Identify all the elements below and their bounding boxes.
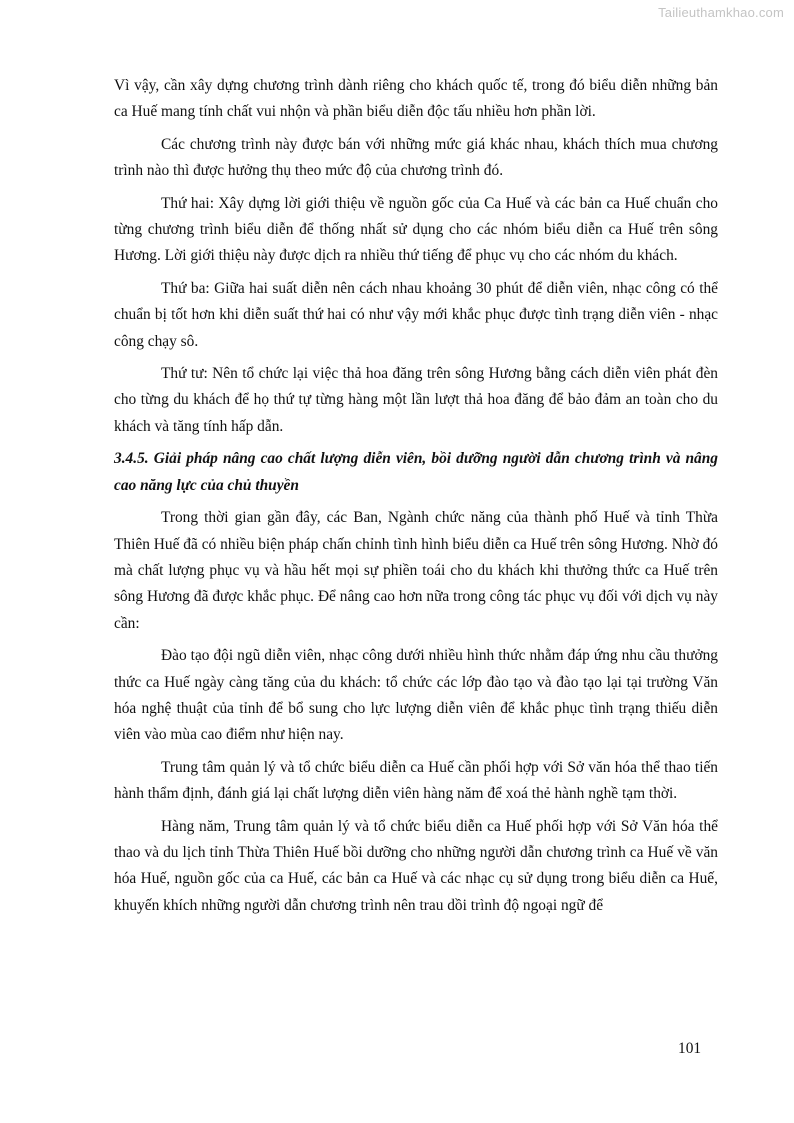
- paragraph-annual-training: Hàng năm, Trung tâm quản lý và tổ chức biểu diễn ca Huế phối hợp với Sở Văn hóa thể thao và du lịch tỉnh Thừa Thiên Huế bồi dưỡng cho những người dẫn chương trình ca Huế về văn hóa Huế, nguồn gốc của ca Huế, các bản ca Huế và các nhạc cụ sử dụng trong biểu diễn ca Huế, khuyến khích những người dẫn chương trình nên trau dồi trình độ ngoại ngữ để: [114, 817, 718, 914]
- paragraph-evaluation: Trung tâm quản lý và tổ chức biểu diễn ca Huế cần phối hợp với Sở văn hóa thể thao tiến hành thẩm định, đánh giá lại chất lượng diễn viên hàng năm để xoá thẻ hành nghề tạm thời.: [114, 758, 718, 803]
- paragraph-fourth-point: Thứ tư: Nên tổ chức lại việc thả hoa đăng trên sông Hương bằng cách diễn viên phát đèn cho từng du khách để họ thứ tự từng hàng một lần lượt thả hoa đăng để bảo đảm an toàn cho du khách và tăng tính hấp dẫn.: [114, 365, 718, 435]
- paragraph-training: Đào tạo đội ngũ diễn viên, nhạc công dưới nhiều hình thức nhằm đáp ứng nhu cầu thưởng thức ca Huế ngày càng tăng của du khách: tổ chức các lớp đào tạo và đào tạo lại tại trường Văn hóa nghệ thuật của tỉnh để bổ sung cho lực lượng diễn viên để khắc phục tình trạng thiếu diễn viên vào mùa cao điểm như hiện nay.: [114, 647, 718, 744]
- paragraph-pricing: Các chương trình này được bán với những mức giá khác nhau, khách thích mua chương trình nào thì được hưởng thụ theo mức độ của chương trình đó.: [114, 135, 718, 180]
- paragraph-intro: Vì vậy, cần xây dựng chương trình dành riêng cho khách quốc tế, trong đó biểu diễn những bản ca Huế mang tính chất vui nhộn và phần biểu diễn độc tấu nhiều hơn phần lời.: [114, 77, 718, 121]
- watermark: Tailieuthamkhao.com: [658, 5, 784, 20]
- section-heading: 3.4.5. Giải pháp nâng cao chất lượng diễn viên, bồi dưỡng người dẫn chương trình và nâng cao năng lực của chủ thuyền: [114, 450, 718, 494]
- paragraph-third-point: Thứ ba: Giữa hai suất diễn nên cách nhau khoảng 30 phút để diễn viên, nhạc công có thể chuẩn bị tốt hơn khi diễn suất thứ hai có như vậy mới khắc phục được tình trạng diễn viên - nhạc công chạy sô.: [114, 279, 718, 350]
- page-number: 101: [678, 1040, 702, 1057]
- paragraph-recent-measures: Trong thời gian gần đây, các Ban, Ngành chức năng của thành phố Huế và tỉnh Thừa Thiên Huế đã có nhiều biện pháp chấn chỉnh tình hình biểu diễn ca Huế trên sông Hương. Nhờ đó mà chất lượng phục vụ và hầu hết mọi sự phiền toái cho du khách khi thưởng thức ca Huế trên sông Hương đã được khắc phục. Để nâng cao hơn nữa trong công tác phục vụ đối với dịch vụ này cần:: [114, 509, 718, 632]
- paragraph-second-point: Thứ hai: Xây dựng lời giới thiệu về nguồn gốc của Ca Huế và các bản ca Huế chuẩn cho từng chương trình biểu diễn để thống nhất sử dụng cho các nhóm biểu diễn ca Huế trên sông Hương. Lời giới thiệu này được dịch ra nhiều thứ tiếng để phục vụ cho các nhóm du khách.: [114, 194, 718, 265]
- document-body: [114, 73, 718, 925]
